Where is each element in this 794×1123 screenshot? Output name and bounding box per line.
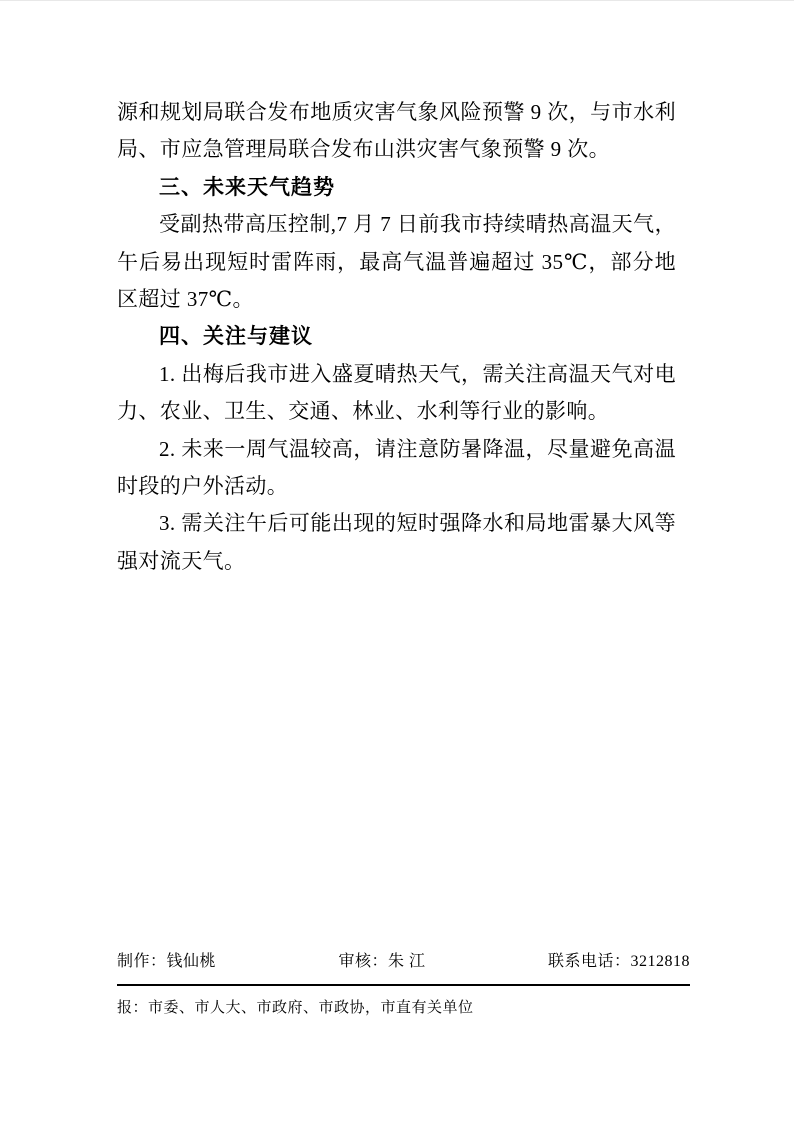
suggestion-item-3: 3. 需关注午后可能出现的短时强降水和局地雷暴大风等强对流天气。 <box>117 511 676 573</box>
document-footer <box>117 951 690 1018</box>
contact-label: 联系电话： <box>547 953 631 970</box>
producer-field <box>117 951 216 973</box>
distribution-list: 报：市委、市人大、市政府、市政协，市直有关单位 <box>117 1000 474 1016</box>
producer-label: 制作： <box>117 953 167 970</box>
reviewer-label: 审核： <box>338 953 388 970</box>
continuation-paragraph: 源和规划局联合发布地质灾害气象风险预警 9 次，与市水利局、市应急管理局联合发布山洪灾害气象预警 9 次。 <box>117 100 676 162</box>
paragraph-future-weather-trend: 受副热带高压控制,7 月 7 日前我市持续晴热高温天气，午后易出现短时雷阵雨，最高气温普遍超过 35℃，部分地区超过 37℃。 <box>117 212 676 312</box>
footer-credits-row <box>117 951 690 973</box>
document-body <box>117 94 676 580</box>
reviewer-field <box>338 951 425 973</box>
producer-name: 钱仙桃 <box>166 953 217 970</box>
reviewer-name: 朱 江 <box>388 953 426 970</box>
suggestion-item-1: 1. 出梅后我市进入盛夏晴热天气，需关注高温天气对电力、农业、卫生、交通、林业、水利等行业的影响。 <box>117 361 676 424</box>
section-heading-concerns-suggestions: 四、关注与建议 <box>159 325 313 349</box>
footer-divider-rule <box>117 984 690 986</box>
suggestion-item-2: 2. 未来一周气温较高，请注意防暑降温，尽量避免高温时段的户外活动。 <box>117 436 676 499</box>
contact-phone-number: 3212818 <box>630 953 690 970</box>
contact-field <box>548 951 690 973</box>
section-heading-future-weather-trend: 三、未来天气趋势 <box>159 175 335 199</box>
